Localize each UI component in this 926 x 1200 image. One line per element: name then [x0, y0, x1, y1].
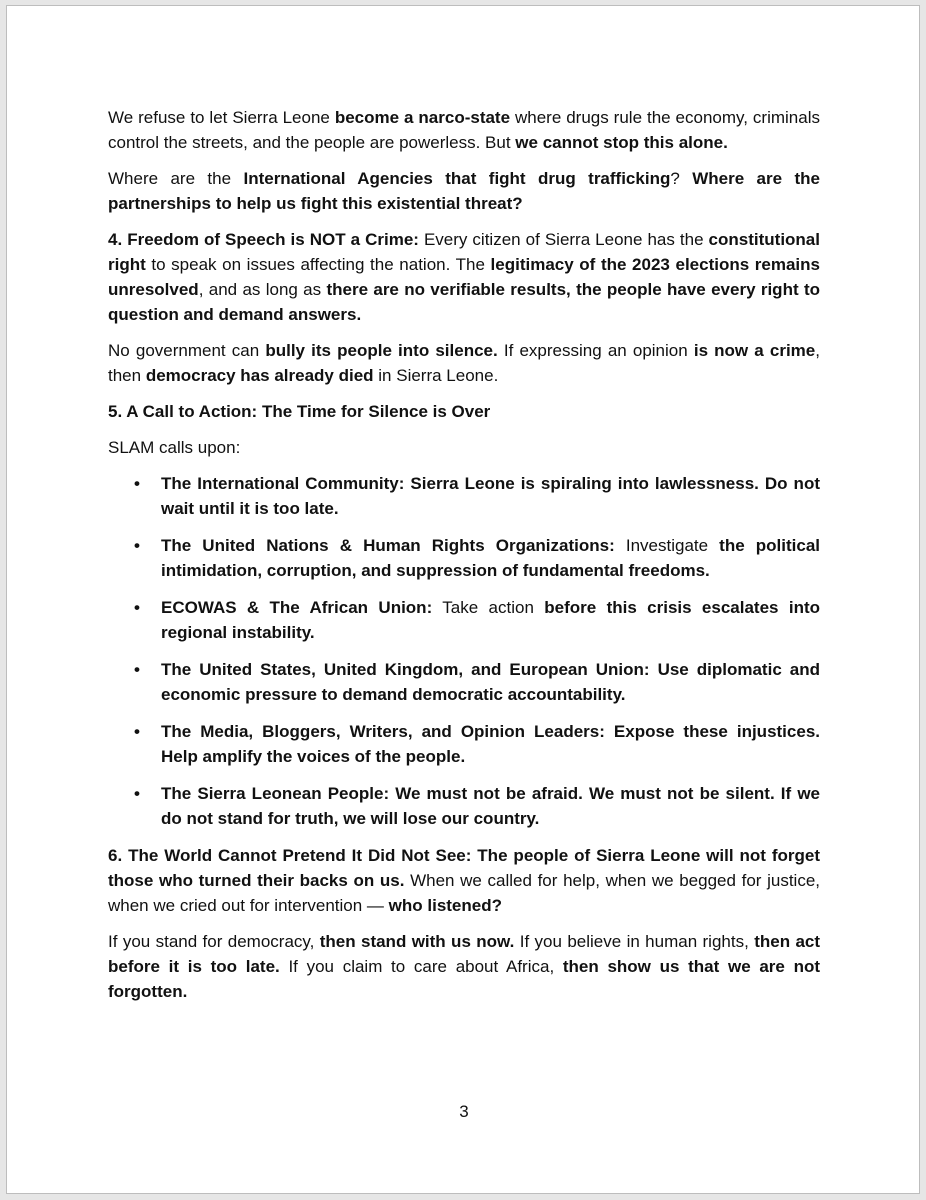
bold-text-run: The United States, United Kingdom, and European Union: Use diplomatic and economic pressure to demand democratic accountability.: [161, 660, 820, 704]
bold-text-run: we cannot stop this alone.: [515, 133, 728, 152]
bold-text-run: before this crisis escalates into regional instability.: [161, 598, 820, 642]
list-item-text: [161, 784, 820, 828]
paragraph-stand-with-us: [108, 929, 820, 1004]
list-item-text: [161, 660, 820, 704]
bold-text-run: constitutional right: [108, 230, 820, 274]
bold-text-run: ECOWAS & The African Union:: [161, 598, 433, 617]
bold-text-run: legitimacy of the 2023 elections remains unresolved: [108, 255, 820, 299]
bold-text-run: The United Nations & Human Rights Organizations:: [161, 536, 615, 555]
bold-text-run: The Media, Bloggers, Writers, and Opinion Leaders: Expose these injustices. Help amplify the voices of the people.: [161, 722, 820, 766]
list-item-text: [161, 474, 820, 518]
text-run: Investigate: [614, 536, 720, 555]
paragraph-world-cannot-pretend: [108, 843, 820, 918]
bullet-icon: •: [134, 784, 140, 803]
list-item-text: [161, 722, 820, 766]
text-run: If you believe in human rights,: [514, 932, 755, 951]
list-item: [108, 657, 820, 707]
bullet-icon: •: [134, 722, 140, 741]
text-run: When we called for help, when we begged for justice, when we cried out for intervention —: [108, 871, 820, 915]
bold-text-run: 6. The World Cannot Pretend It Did Not See: The people of Sierra Leone will not forget those who turned their backs on us.: [108, 846, 820, 890]
text-run: Where are the: [108, 169, 244, 188]
bold-text-run: The International Community: Sierra Leone is spiraling into lawlessness. Do not wait until it is too late.: [161, 474, 820, 518]
text-run: If you claim to care about Africa,: [279, 957, 563, 976]
call-to-action-list: [108, 471, 820, 831]
list-item-text: [161, 598, 820, 642]
bullet-icon: •: [134, 660, 140, 679]
bold-text-run: The Sierra Leonean People: We must not be afraid. We must not be silent. If we do not stand for truth, we will lose our country.: [161, 784, 820, 828]
text-run: If expressing an opinion: [497, 341, 694, 360]
list-item: [108, 471, 820, 521]
list-item: [108, 719, 820, 769]
bold-text-run: then show us that we are not forgotten.: [108, 957, 821, 1001]
bold-text-run: Where are the partnerships to help us fight this existential threat?: [108, 169, 820, 213]
bold-text-run: who listened?: [388, 896, 502, 915]
text-run: in Sierra Leone.: [373, 366, 499, 385]
text-run: Take action: [432, 598, 545, 617]
paragraph-bully-into-silence: [108, 338, 820, 388]
bold-text-run: International Agencies that fight drug trafficking: [243, 169, 671, 188]
document-body: [108, 105, 820, 1015]
text-run: ?: [670, 169, 693, 188]
text-run: where drugs rule the economy, criminals control the streets, and the people are powerless. But: [108, 108, 820, 152]
bold-text-run: democracy has already died: [145, 366, 374, 385]
bold-text-run: then stand with us now.: [319, 932, 515, 951]
paragraph-international-agencies: [108, 166, 820, 216]
text-run: , then: [108, 341, 820, 385]
text-run: If you stand for democracy,: [108, 932, 320, 951]
text-run: Every citizen of Sierra Leone has the: [418, 230, 709, 249]
text-run: , and as long as: [198, 280, 327, 299]
bold-text-run: the political intimidation, corruption, and suppression of fundamental freedoms.: [161, 536, 820, 580]
bullet-icon: •: [134, 598, 140, 617]
bold-text-run: there are no verifiable results, the people have every right to question and demand answers.: [108, 280, 820, 324]
list-item: [108, 595, 820, 645]
bold-text-run: become a narco-state: [334, 108, 511, 127]
document-page: [6, 5, 920, 1194]
bullet-icon: •: [134, 536, 140, 555]
bold-text-run: then act before it is too late.: [108, 932, 821, 976]
paragraph-narco-state: [108, 105, 820, 155]
list-item-text: [161, 536, 820, 580]
section-heading-call-to-action: 5. A Call to Action: The Time for Silence is Over: [108, 402, 491, 421]
paragraph-slam-calls-upon: SLAM calls upon:: [108, 438, 241, 457]
text-run: to speak on issues affecting the nation. The: [145, 255, 491, 274]
page-number: 3: [459, 1102, 469, 1121]
bold-text-run: 4. Freedom of Speech is NOT a Crime:: [108, 230, 419, 249]
text-run: We refuse to let Sierra Leone: [108, 108, 335, 127]
list-item: [108, 533, 820, 583]
bullet-icon: •: [134, 474, 140, 493]
bold-text-run: is now a crime: [693, 341, 816, 360]
list-item: [108, 781, 820, 831]
bold-text-run: bully its people into silence.: [265, 341, 498, 360]
text-run: No government can: [108, 341, 266, 360]
paragraph-freedom-of-speech: [108, 227, 820, 327]
